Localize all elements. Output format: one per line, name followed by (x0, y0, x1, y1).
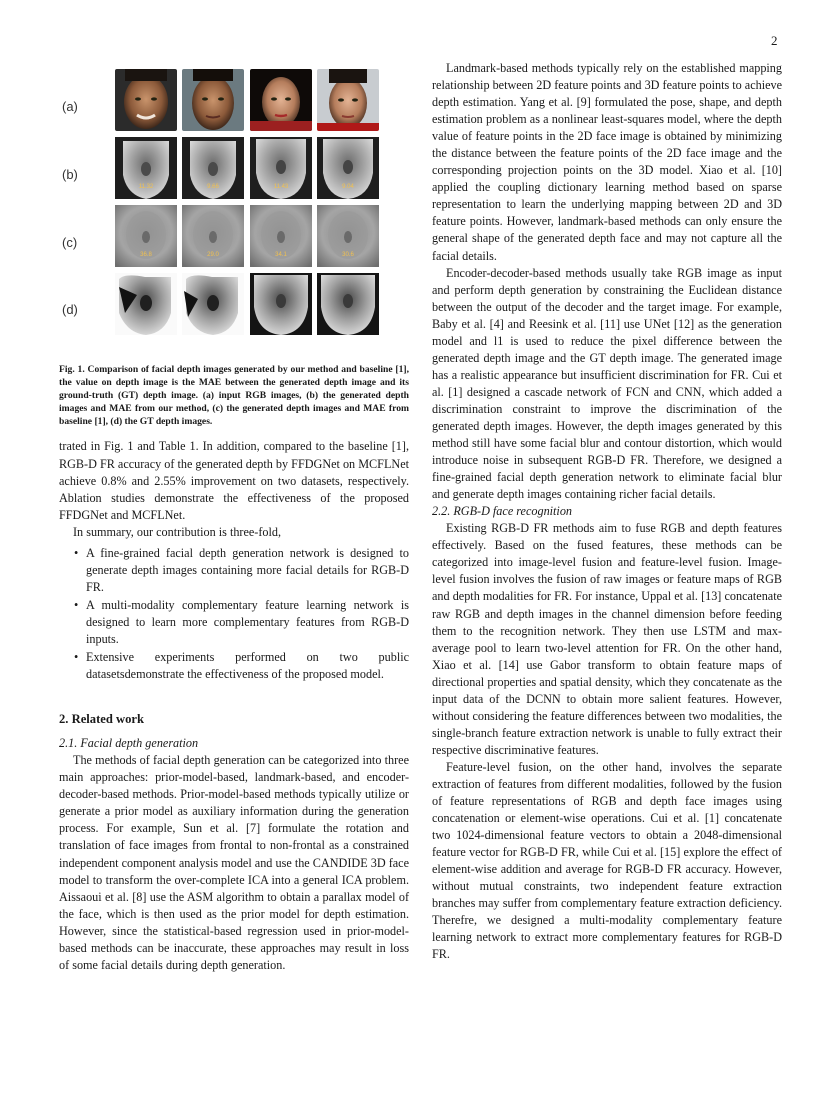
page-number: 2 (771, 33, 778, 48)
row-label-a: (a) (62, 99, 78, 114)
right-column (432, 60, 782, 963)
subsection-title: 2.2. RGB-D face recognition (432, 504, 573, 519)
paragraph: In summary, our contribution is three-fold, (73, 524, 282, 539)
gt-depth-image (250, 273, 312, 335)
mae-value-baseline: 30.6 (342, 251, 354, 258)
generated-depth-image (182, 137, 244, 199)
bullet-icon: • (74, 545, 79, 560)
paragraph: Encoder-decoder-based methods usually take RGB image as input and perform depth generation by constraining the Euclidean distance between the output of the decoder and the target image. For example, Baby et al. [4] and Reesink et al. [11] use UNet [12] as the generation model and l1 is used to reduce the pixel difference between the generated depth image and the GT depth image. The generated image has a realistic appearance but insufficient discrimination for FR. Cui et al. [1] designed a cascade network of FCN and CNN, which added a discrimination constraint to improve the discrimination of the generated depth images. However, the depth images generated by this method still have some facial blur and contour distortion, which would introduce noise in subsequent RGB-D FR. Therefore, we designed a fine-grained facial depth generation network to eliminate facial blur and generate depth images containing richer facial details. (432, 265, 782, 502)
figure-1 (59, 60, 409, 355)
mae-value-baseline: 34.1 (275, 251, 287, 258)
mae-value-ours: 9.66 (207, 183, 219, 190)
paragraph: Existing RGB-D FR methods aim to fuse RGB and depth features effectively. Based on the fused features, these methods can be categorized into image-level fusion and feature-level fusion. Image-level fusion involves the fusion of raw images or feature maps of RGB and depth modalities for FR. For instance, Uppal et al. [13] concatenate raw RGB and depth images in the channel dimension before feeding them to the recognition network. They then use LSTM and max-average pool to learn two-level attention for FR. On the other hand, Xiao et al. [14] use Gabor transform to obtain feature maps of directional properties and spatial density, which they concatenate as the input data of the DCNN to obtain more salient features. However, without considering the feature differences between two modalities, the single-branch feature extraction network is unable to fully extract their respective discriminative features. (432, 521, 782, 757)
bullet-icon: • (74, 597, 79, 612)
gt-depth-image (317, 273, 379, 335)
mae-value-ours: 11.32 (138, 183, 154, 190)
gt-depth-image (115, 273, 177, 335)
baseline-depth-image (115, 205, 177, 267)
paragraph: trated in Fig. 1 and Table 1. In addition, compared to the baseline [1], RGB-D FR accuracy of the generated depth by FFDGNet on MCFLNet achieve 0.8% and 2.55% improvement on two datasets, respectively. Ablation studies demonstrate the effectiveness of the proposed FFDGNet and MCFLNet. (59, 439, 409, 522)
gt-depth-image (182, 273, 244, 335)
left-column (59, 60, 409, 974)
row-label-b: (b) (62, 167, 78, 182)
generated-depth-image (250, 137, 312, 199)
list-item: • A multi-modality complementary feature learning network is designed to learn more complementary features from RGB-D inputs. (74, 597, 409, 646)
mae-value-baseline: 36.8 (140, 251, 152, 258)
rgb-face-image (250, 69, 312, 131)
rgb-face-image (182, 69, 244, 131)
generated-depth-image (115, 137, 177, 199)
rgb-face-image (115, 69, 177, 131)
paragraph: Landmark-based methods typically rely on the established mapping relationship between 2D feature points and 3D feature points to achieve depth estimation. Yang et al. [9] formulated the pose, shape, and depth estimation problem as a nonlinear least-squares model, where the depth value of feature points in the 2D face image is obtained by minimizing the distance between the feature points of the 2D face image and the corresponding projection points on the 3D model. Xiao et al. [10] applied the coupling dictionary learning method based on sparse representation to learn the underlying mapping between 2D and 3D feature points. However, landmark-based methods can only ensure the general shape of the generated depth face and may not capture all the facial details. (432, 61, 782, 263)
list-item: • Extensive experiments performed on two public datasetsdemonstrate the effectiveness of the proposed model. (74, 650, 409, 682)
mae-value-ours: 9.04 (342, 183, 354, 190)
baseline-depth-image (250, 205, 312, 267)
mae-value-baseline: 29.0 (207, 251, 219, 258)
subsection-title: 2.1. Facial depth generation (59, 736, 199, 751)
section-title: 2. Related work (59, 712, 144, 727)
contribution-list (59, 545, 409, 683)
generated-depth-image (317, 137, 379, 199)
mae-value-ours: 11.43 (273, 183, 289, 190)
row-label-d: (d) (62, 302, 78, 317)
row-label-c: (c) (62, 235, 78, 250)
list-item: • A fine-grained facial depth generation network is designed to generate depth images containing more facial details for RGB-D FR. (74, 545, 409, 594)
figure-caption: Fig. 1. Comparison of facial depth images generated by our method and baseline [1], the value on depth image is the MAE between the generated depth image and its ground-truth (GT) depth image. (a) input RGB images, (b) the generated depth images and MAE from our method, (c) the generated depth images and MAE from baseline [1], (d) the GT depth images. (59, 364, 409, 428)
rgb-face-image (317, 69, 379, 131)
paragraph: The methods of facial depth generation can be categorized into three main approaches: prior-model-based, landmark-based, and encoder-decoder-based methods. Prior-model-based methods typically utilize or generate a prior model as auxiliary information during the generation process. For example, Sun et al. [7] formulate the rotation and translation of face images from frontal to non-frontal as a constrained independent component analysis model and use the CANDIDE 3D face model to transform the over-complete ICA into a general ICA problem. Aissaoui et al. [8] use the ASM algorithm to obtain a parallax model of the face, which is then used as the prior model for depth estimation. However, since the statistical-based regression used in prior-model-based methods can be inaccurate, these approaches may result in loss of some facial details during depth generation. (59, 753, 409, 972)
bullet-icon: • (74, 650, 79, 665)
baseline-depth-image (182, 205, 244, 267)
paragraph: Feature-level fusion, on the other hand, involves the separate extraction of features from different modalities, followed by the fusion of feature representations of RGB and depth face images using concatenation or element-wise operations. Cui et al. [1] concatenate two 1024-dimensional feature vectors to obtain a 2048-dimensional feature vector for RGB-D FR, while Cui et al. [15] explore the effect of element-wise addition and average for RGB-D FR accuracy. However, without mutual constraints, two independent feature extraction branches may suffer from complementary feature extraction deficiency. Therefre, we designed a multi-modality complementary feature learning network to extract more complementary features for RGB-D FR. (432, 759, 782, 962)
baseline-depth-image (317, 205, 379, 267)
